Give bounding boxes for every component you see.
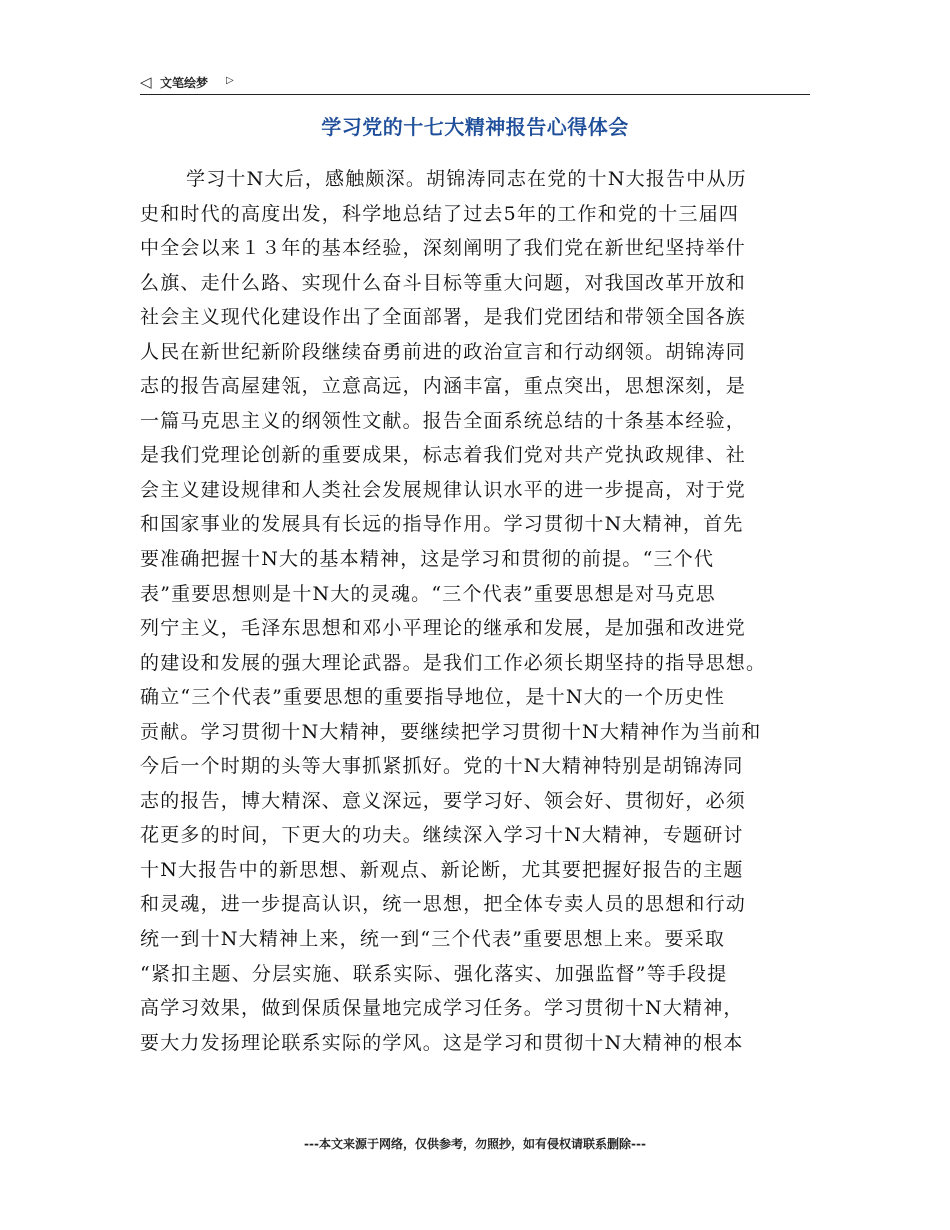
document-title: 学习党的十七大精神报告心得体会 bbox=[321, 115, 629, 139]
body-line: “紧扣主题、分层实施、联系实际、强化落实、加强监督”等手段提 bbox=[140, 962, 728, 985]
body-line: 志的报告高屋建瓴，立意高远，内涵丰富，重点突出，思想深刻，是 bbox=[140, 375, 747, 398]
body-line: 统一到十N大精神上来，统一到“三个代表”重要思想上来。要采取 bbox=[140, 928, 726, 951]
body-line: 会主义建设规律和人类社会发展规律认识水平的进一步提高，对于党 bbox=[140, 478, 747, 501]
body-line: 表”重要思想则是十N大的灵魂。“三个代表”重要思想是对马克思 bbox=[140, 582, 716, 605]
body-line: 是我们党理论创新的重要成果，标志着我们党对共产党执政规律、社 bbox=[140, 444, 747, 467]
body-line: 史和时代的高度出发，科学地总结了过去5年的工作和党的十三届四 bbox=[140, 202, 740, 225]
body-line: 今后一个时期的头等大事抓紧抓好。党的十N大精神特别是胡锦涛同 bbox=[140, 755, 744, 778]
body-line: 高学习效果，做到保质保量地完成学习任务。学习贯彻十N大精神， bbox=[140, 997, 744, 1020]
body-line: 志的报告，博大精深、意义深远，要学习好、领会好、贯彻好，必须 bbox=[140, 789, 747, 812]
body-line: 人民在新世纪新阶段继续奋勇前进的政治宣言和行动纲领。胡锦涛同 bbox=[140, 340, 747, 363]
body-line: 么旗、走什么路、实现什么奋斗目标等重大问题，对我国改革开放和 bbox=[140, 271, 747, 294]
body-line: 列宁主义，毛泽东思想和邓小平理论的继承和发展，是加强和改进党 bbox=[140, 617, 747, 640]
body-line: 贡献。学习贯彻十N大精神，要继续把学习贯彻十N大精神作为当前和 bbox=[140, 720, 762, 743]
body-line: 一篇马克思主义的纲领性文献。报告全面系统总结的十条基本经验， bbox=[140, 409, 747, 432]
body-line: 确立“三个代表”重要思想的重要指导地位，是十N大的一个历史性 bbox=[140, 686, 726, 709]
body-line: 要大力发扬理论联系实际的学风。这是学习和贯彻十N大精神的根本 bbox=[140, 1031, 744, 1054]
body-line: 花更多的时间，下更大的功夫。继续深入学习十N大精神，专题研讨 bbox=[140, 824, 744, 847]
body-line: 十N大报告中的新思想、新观点、新论断，尤其要把握好报告的主题 bbox=[140, 858, 744, 881]
body-line: 和国家事业的发展具有长远的指导作用。学习贯彻十N大精神，首先 bbox=[140, 513, 744, 536]
body-line: 学习十N大后，感触颇深。胡锦涛同志在党的十N大报告中从历 bbox=[186, 168, 747, 190]
body-line: 中全会以来１３年的基本经验，深刻阐明了我们党在新世纪坚持举什 bbox=[140, 237, 747, 260]
body-line: 社会主义现代化建设作出了全面部署，是我们党团结和带领全国各族 bbox=[140, 306, 747, 329]
body-line: 的建设和发展的强大理论武器。是我们工作必须长期坚持的指导思想。 bbox=[140, 651, 767, 674]
left-triangle-icon: ◁ bbox=[140, 73, 152, 91]
page-header bbox=[140, 72, 810, 95]
body-line: 要准确把握十N大的基本精神，这是学习和贯彻的前提。“三个代 bbox=[140, 548, 715, 571]
document-body bbox=[140, 162, 820, 1060]
body-line: 和灵魂，进一步提高认识，统一思想，把全体专卖人员的思想和行动 bbox=[140, 893, 747, 916]
header-brand: 文笔绘梦 bbox=[160, 76, 209, 90]
right-triangle-icon: ▷ bbox=[226, 75, 234, 86]
page-footer: ---本文来源于网络，仅供参考，勿照抄，如有侵权请联系删除--- bbox=[304, 1137, 646, 1151]
